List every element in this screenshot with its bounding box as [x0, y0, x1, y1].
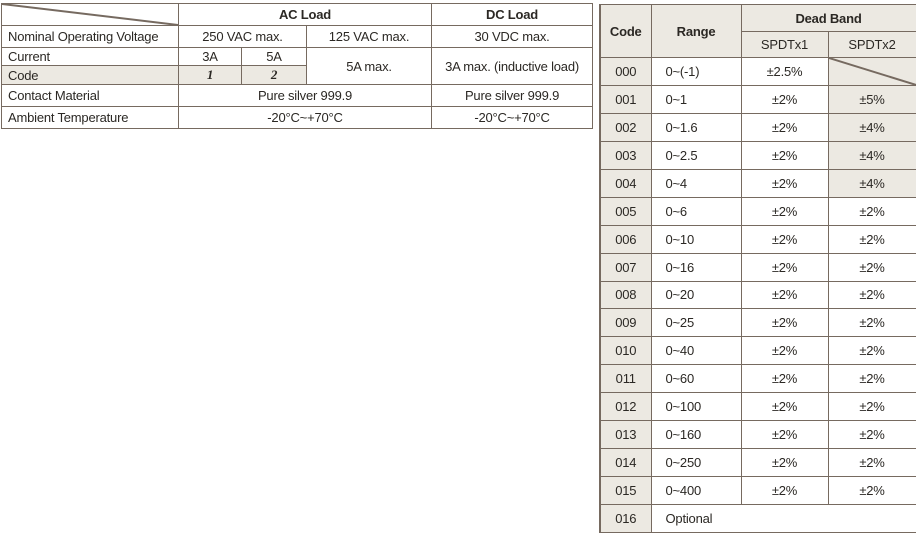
spdtx1-cell: ±2%: [741, 225, 828, 253]
current-row-label: Current: [2, 48, 179, 66]
spdtx1-column-header: SPDTx1: [741, 32, 828, 58]
range-cell: 0~160: [651, 421, 741, 449]
spdtx1-cell: ±2%: [741, 477, 828, 505]
table-row: [600, 113, 916, 141]
table-row: [600, 337, 916, 365]
range-cell: 0~4: [651, 169, 741, 197]
table-row: [600, 449, 916, 477]
contact-row-label: Contact Material: [2, 85, 179, 107]
table-row: [2, 48, 593, 66]
code-row-label: Code: [2, 66, 179, 85]
ac-dc-load-table: [1, 3, 593, 129]
table-row: [600, 393, 916, 421]
code-cell: 013: [600, 421, 651, 449]
table-row: [600, 505, 916, 533]
spdtx1-cell: ±2%: [741, 281, 828, 309]
range-cell: 0~1.6: [651, 113, 741, 141]
table-row: [2, 107, 593, 129]
ambient-row-label: Ambient Temperature: [2, 107, 179, 129]
diagonal-na-cell: [828, 58, 916, 86]
table-row: [2, 26, 593, 48]
diagonal-line-icon: [2, 4, 178, 25]
range-cell: 0~20: [651, 281, 741, 309]
code-cell: 015: [600, 477, 651, 505]
code-cell: 016: [600, 505, 651, 533]
spdtx1-cell: ±2%: [741, 337, 828, 365]
code-cell: 006: [600, 225, 651, 253]
code-range-deadband-table: [599, 4, 916, 533]
code-cell: 011: [600, 365, 651, 393]
table-row: [600, 421, 916, 449]
spdtx2-cell: ±2%: [828, 197, 916, 225]
spdtx2-cell: ±4%: [828, 113, 916, 141]
code-column-header: Code: [600, 5, 651, 58]
code-cell: 000: [600, 58, 651, 86]
spdtx1-cell: ±2%: [741, 141, 828, 169]
voltage-ac-main: 250 VAC max.: [179, 26, 307, 48]
code-cell: 007: [600, 253, 651, 281]
current-dc-max: 3A max. (inductive load): [432, 48, 593, 85]
spdtx2-cell: ±2%: [828, 393, 916, 421]
spdtx1-cell: ±2%: [741, 253, 828, 281]
range-cell: 0~10: [651, 225, 741, 253]
spdtx2-cell: ±2%: [828, 477, 916, 505]
table-row: [600, 225, 916, 253]
code-cell: 008: [600, 281, 651, 309]
spdtx1-cell: ±2%: [741, 169, 828, 197]
code-cell: 014: [600, 449, 651, 477]
spdtx1-cell: ±2%: [741, 365, 828, 393]
table-row: [600, 281, 916, 309]
table-row: [600, 58, 916, 86]
spdtx1-cell: ±2%: [741, 449, 828, 477]
ambient-dc: -20°C~+70°C: [432, 107, 593, 129]
dead-band-header: Dead Band: [741, 5, 916, 32]
table-row: [600, 365, 916, 393]
code-cell: 009: [600, 309, 651, 337]
code-cell: 012: [600, 393, 651, 421]
spdtx2-cell: ±5%: [828, 85, 916, 113]
range-cell: 0~250: [651, 449, 741, 477]
code-cell: 001: [600, 85, 651, 113]
code-cell: 004: [600, 169, 651, 197]
spdtx1-cell: ±2%: [741, 421, 828, 449]
range-cell: 0~16: [651, 253, 741, 281]
current-ac-3a: 3A: [179, 48, 242, 66]
code-2-cell: 2: [242, 66, 307, 85]
range-cell: 0~25: [651, 309, 741, 337]
range-cell: 0~(-1): [651, 58, 741, 86]
spdtx1-cell: ±2%: [741, 309, 828, 337]
spdtx1-cell: ±2.5%: [741, 58, 828, 86]
spdtx2-cell: ±4%: [828, 169, 916, 197]
dc-load-header: DC Load: [432, 4, 593, 26]
voltage-row-label: Nominal Operating Voltage: [2, 26, 179, 48]
spdtx1-cell: ±2%: [741, 85, 828, 113]
table-row: [600, 169, 916, 197]
contact-ac: Pure silver 999.9: [179, 85, 432, 107]
spdtx2-cell: ±2%: [828, 281, 916, 309]
spdtx2-cell: ±2%: [828, 337, 916, 365]
table-row: [600, 85, 916, 113]
code-cell: 010: [600, 337, 651, 365]
range-cell: 0~2.5: [651, 141, 741, 169]
spdtx2-column-header: SPDTx2: [828, 32, 916, 58]
spdtx2-cell: ±2%: [828, 309, 916, 337]
spdtx1-cell: ±2%: [741, 113, 828, 141]
current-ac-5a: 5A: [242, 48, 307, 66]
range-cell: 0~100: [651, 393, 741, 421]
range-cell: 0~400: [651, 477, 741, 505]
optional-cell: Optional: [651, 505, 916, 533]
spdtx2-cell: ±2%: [828, 253, 916, 281]
table-row: [600, 253, 916, 281]
code-cell: 003: [600, 141, 651, 169]
code-cell: 002: [600, 113, 651, 141]
current-ac-max: 5A max.: [307, 48, 432, 85]
range-cell: 0~40: [651, 337, 741, 365]
diagonal-header-cell: [2, 4, 179, 26]
spdtx1-cell: ±2%: [741, 197, 828, 225]
table-row: [600, 141, 916, 169]
spdtx1-cell: ±2%: [741, 393, 828, 421]
range-cell: 0~1: [651, 85, 741, 113]
range-cell: 0~60: [651, 365, 741, 393]
voltage-dc: 30 VDC max.: [432, 26, 593, 48]
ac-load-header: AC Load: [179, 4, 432, 26]
table-row: [600, 477, 916, 505]
voltage-ac-alt: 125 VAC max.: [307, 26, 432, 48]
code-cell: 005: [600, 197, 651, 225]
range-cell: 0~6: [651, 197, 741, 225]
code-1-cell: 1: [179, 66, 242, 85]
range-column-header: Range: [651, 5, 741, 58]
spdtx2-cell: ±2%: [828, 365, 916, 393]
spdtx2-cell: ±2%: [828, 225, 916, 253]
table-row: [600, 309, 916, 337]
contact-dc: Pure silver 999.9: [432, 85, 593, 107]
spdtx2-cell: ±4%: [828, 141, 916, 169]
table-row: [2, 85, 593, 107]
spdtx2-cell: ±2%: [828, 421, 916, 449]
diagonal-line-icon: [829, 58, 916, 85]
ambient-ac: -20°C~+70°C: [179, 107, 432, 129]
table-row: [600, 197, 916, 225]
spdtx2-cell: ±2%: [828, 449, 916, 477]
